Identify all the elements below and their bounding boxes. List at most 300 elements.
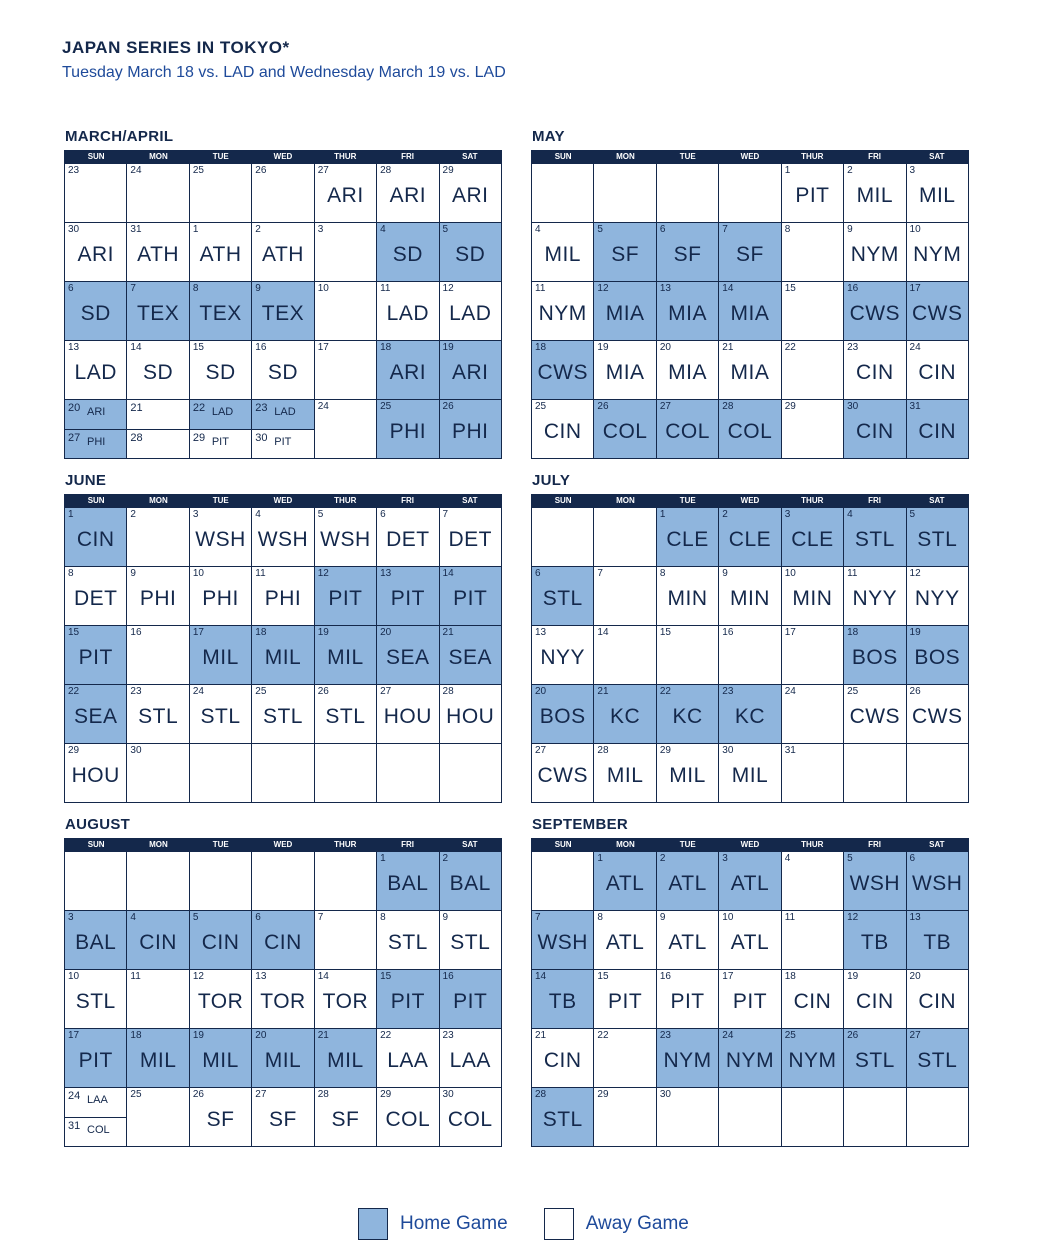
day-number: 25 <box>130 1089 142 1100</box>
day-cell <box>314 911 376 969</box>
opponent: MIA <box>730 302 770 325</box>
home-game-cell <box>532 911 593 969</box>
home-game-cell <box>65 685 126 743</box>
opponent: MIL <box>327 646 364 669</box>
opponent: TEX <box>199 302 242 325</box>
opponent: SEA <box>448 646 492 669</box>
day-number: 27 <box>317 165 329 176</box>
away-game-cell <box>718 341 780 399</box>
opponent: CWS <box>537 361 588 384</box>
day-number: 31 <box>784 745 796 756</box>
away-game-cell <box>656 567 718 625</box>
home-game-cell <box>593 223 655 281</box>
away-game-cell <box>781 164 843 222</box>
day-number: 9 <box>659 912 666 923</box>
weekday-header <box>65 839 501 851</box>
opponent: PHI <box>451 420 489 443</box>
home-game-cell <box>593 852 655 910</box>
day-cell <box>126 626 188 684</box>
away-game-cell <box>843 567 905 625</box>
weekday-label: WED <box>740 496 760 505</box>
day-number: 13 <box>380 568 392 579</box>
opponent: STL <box>325 705 366 728</box>
weekday-label: TUE <box>212 152 229 161</box>
day-number: 20 <box>659 342 671 353</box>
day-number: 22 <box>192 402 206 414</box>
week-row <box>65 684 501 743</box>
day-number: 8 <box>659 568 666 579</box>
day-number: 1 <box>192 224 199 235</box>
away-game-cell <box>189 1088 251 1146</box>
day-number: 18 <box>380 342 392 353</box>
day-number: 30 <box>442 1089 454 1100</box>
home-game-cell <box>843 911 905 969</box>
opponent: HOU <box>71 764 120 787</box>
away-game-cell <box>843 341 905 399</box>
away-game-cell <box>656 341 718 399</box>
opponent: MIA <box>668 302 707 325</box>
day-cell <box>126 1088 188 1146</box>
week-row <box>65 566 501 625</box>
home-game-cell <box>718 400 780 458</box>
away-game-cell <box>718 970 780 1028</box>
split-day-cell <box>251 400 313 458</box>
day-number: 17 <box>909 283 921 294</box>
day-number: 12 <box>597 283 609 294</box>
opponent: ATL <box>668 931 707 954</box>
away-game-cell <box>189 341 251 399</box>
opponent: PIT <box>390 587 425 610</box>
day-number: 24 <box>784 686 796 697</box>
day-number: 14 <box>442 568 454 579</box>
opponent: COL <box>602 420 648 443</box>
day-number: 10 <box>68 971 80 982</box>
opponent: MIL <box>264 646 302 669</box>
day-number: 30 <box>847 401 859 412</box>
day-cell <box>593 164 655 222</box>
weekday-label: FRI <box>401 496 414 505</box>
opponent: MIL <box>264 1049 302 1072</box>
day-cell <box>189 852 251 910</box>
day-number: 27 <box>255 1089 267 1100</box>
opponent: LAD <box>74 361 117 384</box>
day-cell <box>251 164 313 222</box>
day-number: 17 <box>68 1030 80 1041</box>
day-number: 10 <box>317 283 329 294</box>
legend-home-label: Home Game <box>400 1213 508 1234</box>
opponent: WSH <box>537 931 588 954</box>
day-number: 28 <box>722 401 734 412</box>
weekday-label: SUN <box>87 152 105 161</box>
opponent: PHI <box>264 587 302 610</box>
day-number: 23 <box>68 165 80 176</box>
home-game-cell <box>314 567 376 625</box>
day-number: 1 <box>784 165 791 176</box>
home-game-half <box>65 429 126 459</box>
home-game-cell <box>906 1029 968 1087</box>
home-game-cell <box>781 508 843 566</box>
opponent: TB <box>548 990 577 1013</box>
week-row <box>532 684 968 743</box>
opponent: PIT <box>211 435 229 448</box>
opponent: CLE <box>666 528 709 551</box>
away-game-cell <box>906 970 968 1028</box>
day-number: 25 <box>255 686 267 697</box>
away-game-cell <box>251 1088 313 1146</box>
away-game-cell <box>718 744 780 802</box>
opponent: ATH <box>137 243 180 266</box>
away-game-cell <box>593 911 655 969</box>
opponent: STL <box>138 705 179 728</box>
day-number: 16 <box>847 283 859 294</box>
day-cell <box>843 1088 905 1146</box>
weekday-label: THUR <box>801 840 824 849</box>
day-number: 7 <box>130 283 136 294</box>
away-game-cell <box>843 223 905 281</box>
page-title: JAPAN SERIES IN TOKYO* <box>62 38 290 57</box>
home-game-cell <box>65 282 126 340</box>
away-game-cell <box>65 567 126 625</box>
day-number: 21 <box>722 342 734 353</box>
away-game-cell <box>376 164 438 222</box>
home-game-cell <box>189 282 251 340</box>
day-half <box>127 400 188 429</box>
opponent: LAA <box>449 1049 491 1072</box>
day-number: 7 <box>597 568 603 579</box>
home-game-cell <box>189 626 251 684</box>
day-number: 15 <box>784 283 796 294</box>
day-number: 8 <box>784 224 791 235</box>
away-game-cell <box>126 567 188 625</box>
day-number: 12 <box>909 568 921 579</box>
opponent: ARI <box>389 361 427 384</box>
weekday-label: SAT <box>929 840 945 849</box>
opponent: BAL <box>75 931 117 954</box>
opponent: ARI <box>451 184 489 207</box>
day-number: 29 <box>380 1089 392 1100</box>
opponent: MIA <box>730 361 770 384</box>
day-number: 4 <box>535 224 541 235</box>
home-game-cell <box>906 911 968 969</box>
opponent: SF <box>331 1108 360 1131</box>
away-game-cell <box>656 744 718 802</box>
opponent: MIL <box>544 243 581 266</box>
home-game-cell <box>906 400 968 458</box>
opponent: MIL <box>139 1049 177 1072</box>
away-game-cell <box>906 223 968 281</box>
away-game-cell <box>532 626 593 684</box>
opponent: ATL <box>730 872 770 895</box>
opponent: COL <box>447 1108 493 1131</box>
day-number: 25 <box>535 401 547 412</box>
day-number: 26 <box>597 401 609 412</box>
day-number: 11 <box>380 283 391 294</box>
home-game-cell <box>251 282 313 340</box>
day-cell <box>65 164 126 222</box>
opponent: HOU <box>383 705 432 728</box>
opponent: ATL <box>605 931 645 954</box>
day-number: 8 <box>192 283 199 294</box>
opponent: STL <box>200 705 241 728</box>
day-number: 12 <box>847 912 859 923</box>
opponent: PHI <box>202 587 239 610</box>
home-game-cell <box>593 282 655 340</box>
week-row <box>532 281 968 340</box>
opponent: SF <box>206 1108 235 1131</box>
away-game-cell <box>718 911 780 969</box>
opponent: PIT <box>390 990 425 1013</box>
opponent: WSH <box>911 872 963 895</box>
day-cell <box>593 1088 655 1146</box>
home-game-cell <box>532 970 593 1028</box>
day-number: 15 <box>192 342 204 353</box>
day-number: 24 <box>130 165 142 176</box>
opponent: CWS <box>911 705 963 728</box>
day-number: 4 <box>255 509 261 520</box>
split-day-cell <box>65 400 126 458</box>
away-game-cell <box>906 164 968 222</box>
away-game-cell <box>593 744 655 802</box>
home-game-cell <box>843 282 905 340</box>
away-game-cell <box>843 164 905 222</box>
opponent: PIT <box>608 990 643 1013</box>
opponent: STL <box>854 528 895 551</box>
weekday-label: SUN <box>87 496 105 505</box>
legend-away-label: Away Game <box>585 1213 689 1234</box>
day-number: 21 <box>597 686 609 697</box>
day-number: 24 <box>68 1090 81 1102</box>
opponent: MIN <box>667 587 708 610</box>
day-cell <box>718 626 780 684</box>
opponent: TEX <box>136 302 180 325</box>
opponent: STL <box>917 528 958 551</box>
opponent: CIN <box>139 931 177 954</box>
day-number: 28 <box>380 165 392 176</box>
home-game-cell <box>906 852 968 910</box>
day-cell <box>656 626 718 684</box>
opponent: CIN <box>918 990 957 1013</box>
opponent: NYM <box>725 1049 775 1072</box>
day-number: 9 <box>442 912 449 923</box>
day-number: 28 <box>130 431 143 444</box>
day-number: 20 <box>380 627 392 638</box>
away-game-cell <box>439 508 501 566</box>
away-game-cell <box>376 1088 438 1146</box>
opponent: MIL <box>669 764 706 787</box>
day-number: 29 <box>659 745 671 756</box>
page-subtitle: Tuesday March 18 vs. LAD and Wednesday March 19 vs. LAD <box>62 64 506 81</box>
day-number: 25 <box>784 1030 796 1041</box>
day-number: 13 <box>255 971 267 982</box>
day-number: 18 <box>847 627 859 638</box>
away-game-cell <box>189 223 251 281</box>
opponent: CIN <box>264 931 302 954</box>
day-cell <box>189 744 251 802</box>
day-half <box>252 429 313 459</box>
home-game-cell <box>439 223 501 281</box>
weekday-label: WED <box>740 152 760 161</box>
weekday-label: MON <box>616 496 635 505</box>
week-row <box>532 163 968 222</box>
day-number: 10 <box>192 568 204 579</box>
weekday-label: TUE <box>679 152 696 161</box>
day-number: 13 <box>909 912 921 923</box>
day-cell <box>781 400 843 458</box>
home-game-cell <box>843 1029 905 1087</box>
home-game-cell <box>781 1029 843 1087</box>
legend <box>358 1208 689 1240</box>
away-game-cell <box>376 685 438 743</box>
day-number: 11 <box>130 971 141 982</box>
day-cell <box>126 852 188 910</box>
home-game-cell <box>65 1029 126 1087</box>
opponent: CLE <box>791 528 834 551</box>
weekday-label: MON <box>616 840 635 849</box>
day-number: 9 <box>255 283 261 294</box>
away-game-cell <box>251 223 313 281</box>
home-game-cell <box>376 567 438 625</box>
day-cell <box>781 626 843 684</box>
day-number: 5 <box>317 509 324 520</box>
home-game-cell <box>843 626 905 684</box>
week-row <box>65 507 501 566</box>
week-row <box>532 910 968 969</box>
day-number: 6 <box>659 224 666 235</box>
week-row <box>65 1087 501 1146</box>
opponent: CLE <box>728 528 772 551</box>
day-number: 3 <box>317 224 324 235</box>
opponent: CIN <box>855 420 894 443</box>
away-game-cell <box>439 164 501 222</box>
opponent: WSH <box>320 528 371 551</box>
day-number: 2 <box>255 224 261 235</box>
day-number: 2 <box>659 853 666 864</box>
opponent: TOR <box>197 990 244 1013</box>
weekday-header <box>65 151 501 163</box>
opponent: COL <box>665 420 710 443</box>
week-row <box>532 851 968 910</box>
home-game-cell <box>376 223 438 281</box>
day-cell <box>251 852 313 910</box>
day-number: 19 <box>909 627 921 638</box>
day-number: 25 <box>847 686 859 697</box>
opponent: LAD <box>274 406 296 418</box>
day-cell <box>314 223 376 281</box>
home-game-cell <box>718 282 780 340</box>
opponent: SF <box>269 1108 297 1131</box>
weekday-label: TUE <box>212 496 229 505</box>
split-day-cell <box>189 400 251 458</box>
opponent: STL <box>387 931 428 954</box>
home-game-cell <box>532 567 593 625</box>
day-number: 14 <box>597 627 609 638</box>
home-game-cell <box>718 223 780 281</box>
opponent: SD <box>392 243 423 266</box>
day-number: 8 <box>597 912 603 923</box>
day-number: 1 <box>68 509 74 520</box>
day-number: 22 <box>68 686 80 697</box>
opponent: SD <box>143 361 174 384</box>
home-game-cell <box>376 970 438 1028</box>
opponent: WSH <box>257 528 309 551</box>
away-game-cell <box>126 223 188 281</box>
day-number: 28 <box>317 1089 329 1100</box>
weekday-header <box>532 495 968 507</box>
opponent: MIL <box>918 184 956 207</box>
away-game-cell <box>656 911 718 969</box>
away-game-cell <box>376 282 438 340</box>
weekday-label: TUE <box>212 840 229 849</box>
weekday-label: FRI <box>868 152 881 161</box>
opponent: NYM <box>538 302 587 325</box>
opponent: NYM <box>788 1049 837 1072</box>
day-cell <box>781 852 843 910</box>
away-game-cell <box>781 567 843 625</box>
day-number: 29 <box>192 431 206 444</box>
day-cell <box>439 744 501 802</box>
home-game-cell <box>439 626 501 684</box>
opponent: BAL <box>387 872 429 895</box>
opponent: CIN <box>543 1049 582 1072</box>
opponent: CIN <box>543 420 582 443</box>
day-number: 13 <box>68 342 80 353</box>
opponent: SF <box>611 243 640 266</box>
split-day-cell <box>126 400 188 458</box>
month-title: MAY <box>532 128 565 145</box>
weekday-label: SUN <box>554 152 572 161</box>
opponent: MIL <box>856 184 894 207</box>
opponent: ARI <box>327 184 364 207</box>
day-cell <box>314 341 376 399</box>
day-number: 15 <box>68 627 80 638</box>
weekday-header <box>532 839 968 851</box>
week-row <box>65 281 501 340</box>
opponent: PHI <box>139 587 177 610</box>
day-number: 5 <box>909 509 916 520</box>
day-cell <box>126 970 188 1028</box>
day-number: 21 <box>442 627 454 638</box>
opponent: TEX <box>261 302 305 325</box>
opponent: MIL <box>731 764 769 787</box>
day-number: 22 <box>597 1030 609 1041</box>
home-game-cell <box>439 341 501 399</box>
day-number: 16 <box>255 342 267 353</box>
calendar-grid <box>531 838 969 1147</box>
opponent: ARI <box>389 184 427 207</box>
day-cell <box>906 744 968 802</box>
day-number: 29 <box>442 165 454 176</box>
day-number: 16 <box>659 971 671 982</box>
opponent: COL <box>385 1108 431 1131</box>
opponent: STL <box>450 931 491 954</box>
day-cell <box>781 341 843 399</box>
home-game-cell <box>314 1029 376 1087</box>
opponent: SD <box>205 361 236 384</box>
opponent: WSH <box>195 528 246 551</box>
day-number: 14 <box>535 971 547 982</box>
opponent: COL <box>727 420 773 443</box>
opponent: TOR <box>260 990 306 1013</box>
opponent: TB <box>860 931 889 954</box>
day-number: 29 <box>784 401 796 412</box>
opponent: CWS <box>849 302 901 325</box>
away-game-cell <box>376 1029 438 1087</box>
weekday-label: THUR <box>334 152 357 161</box>
day-number: 2 <box>722 509 728 520</box>
day-number: 17 <box>192 627 204 638</box>
opponent: COL <box>87 1123 110 1136</box>
day-number: 10 <box>909 224 921 235</box>
